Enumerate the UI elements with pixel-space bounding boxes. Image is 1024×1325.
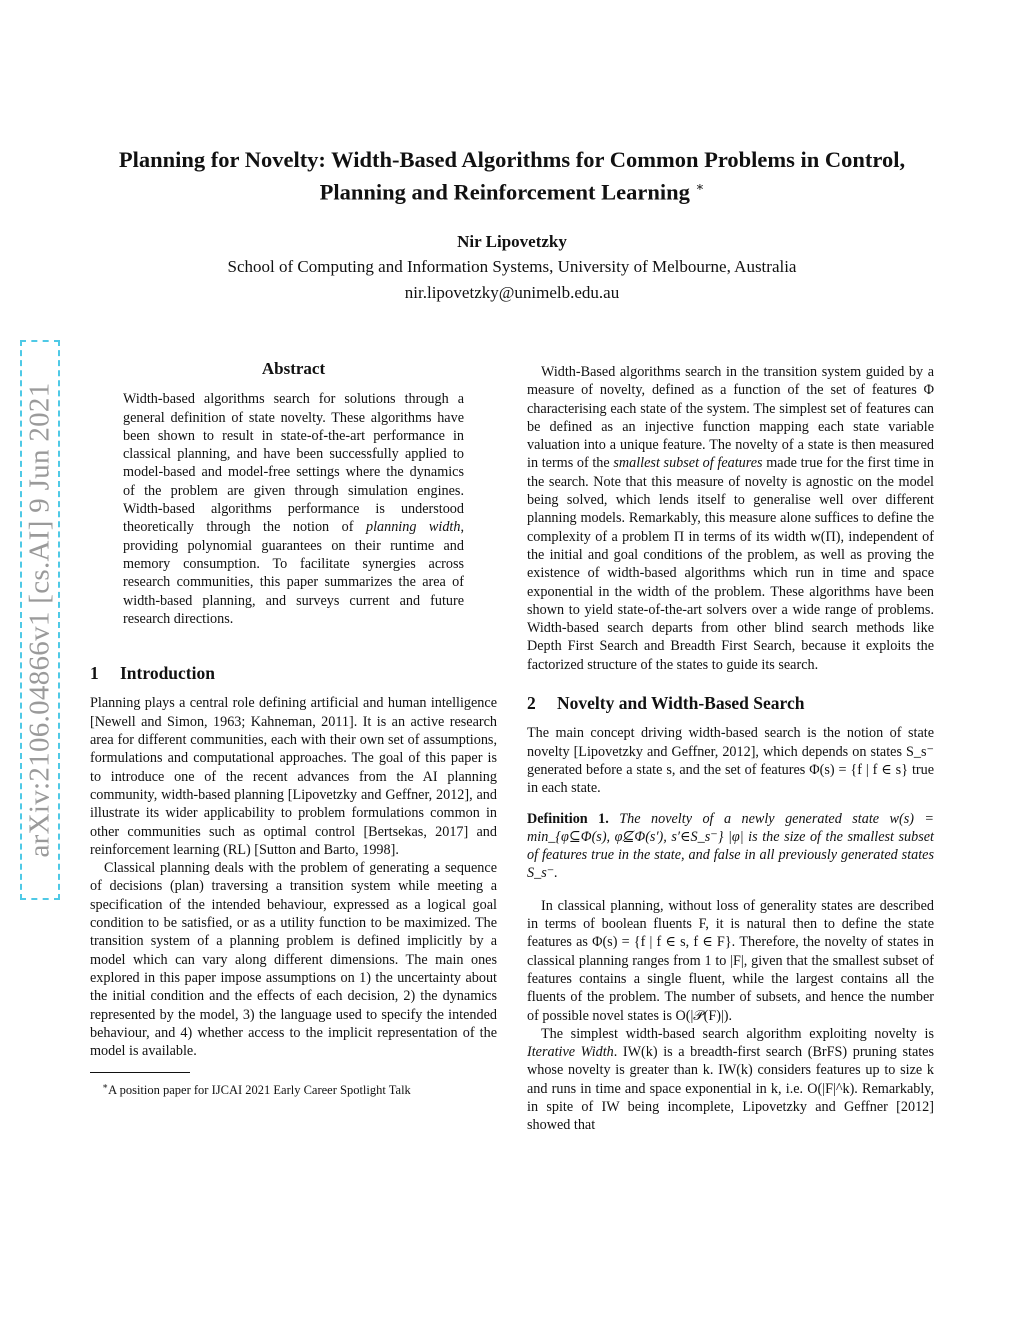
- section-2-heading: 2 Novelty and Width-Based Search: [527, 693, 805, 714]
- right-column: [527, 363, 934, 1135]
- abstract-text: Width-based algorithms search for solutions through a general definition of state novelty. These algorithms have been shown to result in state-of-the-art performance in classical planning, and have been successfully applied to model-based and model-free settings where the dynamics of the problem are given through simulation engines. Width-based algorithms performance is understood theoretically through the notion of planning width, providing polynomial guarantees on their runtime and memory consumption. To facilitate synergies across research communities, this paper summarizes the area of width-based planning, and surveys current and future research directions.: [123, 391, 465, 627]
- title-line-1: Planning for Novelty: Width-Based Algorithms for Common Problems in Control,: [118, 147, 906, 172]
- definition-1: Definition 1. The novelty of a newly generated state w(s) = min_{φ⊆Φ(s), φ⊈Φ(s′), s′∈S_s⁻} |φ| is the size of the smallest subset of features true in the state, and false in all previously generated states S_s⁻.: [527, 810, 935, 882]
- paper-title: [60, 146, 964, 206]
- classical-planning-paragraph: In classical planning, without loss of generality states are described in terms of boolean fluents F, it is natural then to define the state features as Φ(s) = {f | f ∈ s, f ∈ F}. Therefore, the novelty of states in classical planning ranges from 1 to |F|, given that the smallest subset of features contains a single fluent, while the largest contains all the fluents of the problem. The number of subsets, and hence the number of possible novel states is O(|𝒫(F)|).: [527, 897, 934, 1024]
- arxiv-stamp: [20, 340, 60, 900]
- author-affiliation: School of Computing and Information Systems, University of Melbourne, Australia: [227, 257, 797, 276]
- intro-paragraph-2: Classical planning deals with the problem of generating a sequence of decisions (plan) traversing a transition system while meeting a specification of the intended behaviour, expressed as a logical goal condition to be satisfied, or as a utility function to be maximized. The transition system of a planning problem is defined implicitly by a model which can vary along different dimensions. The main ones explored in this paper impose assumptions on 1) the uncertainty about the initial condition and the effects of each decision, 2) the dynamics represented by the model, 3) the language used to specify the intended behaviour, and 4) whether access to the implicit representation of the model is available.: [90, 860, 497, 1060]
- footnote-rule: [90, 1072, 190, 1073]
- title-footnote-mark: ∗: [695, 179, 705, 194]
- left-column: [90, 360, 497, 1100]
- author-email: nir.lipovetzky@unimelb.edu.au: [404, 283, 620, 302]
- intro-paragraph-1: Planning plays a central role defining artificial and human intelligence [Newell and Simon, 1963; Kahneman, 2011]. It is an active research area for different communities, each with their own set of assumptions, formulations and computational approaches. The goal of this paper is to introduce one of the recent advances from the AI planning community, width-based planning [Lipovetzky and Geffner, 2012], and illustrate its wider applicability to problem formulations common in other communities such as optimal control [Bertsekas, 2017] and reinforcement learning (RL) [Sutton and Barto, 1998].: [90, 695, 497, 858]
- author-name: Nir Lipovetzky: [457, 232, 567, 251]
- footnote: ∗A position paper for IJCAI 2021 Early Career Spotlight Talk: [102, 1081, 411, 1098]
- title-line-2: Planning and Reinforcement Learning ∗: [319, 179, 705, 205]
- abstract-heading: Abstract: [261, 359, 326, 378]
- width-based-paragraph: Width-Based algorithms search in the transition system guided by a measure of novelty, defined as a function of the set of features Φ characterising each state of the system. The simplest set of features can be defined as an injective function mapping each state variable valuation into a unique feature. The novelty of a state is then measured in terms of the smallest subset of features made true for the first time in the search. Note that this measure of novelty is agnostic on the model being solved, which lends itself to generalise well over different planning models. Remarkably, this measure alone suffices to define the complexity of a problem Π in terms of its width w(Π), independent of the initial and goal conditions of the problem, as well as proving the existence of width-based algorithms which run in time and space exponential in the width of the problem. These algorithms have been shown to yield state-of-the-art solvers over a wide range of problems. Width-based search departs from other blind search methods like Depth First Search and Breadth First Search, because it exploits the factorized structure of the states to guide its search.: [527, 364, 934, 673]
- arxiv-id: arXiv:2106.04866v1 [cs.AI] 9 Jun 2021: [23, 382, 56, 858]
- novelty-paragraph: The main concept driving width-based search is the notion of state novelty [Lipovetzky and Geffner, 2012], which depends on states S_s⁻ generated before a state s, and the set of features Φ(s) = {f | f ∈ s} true in each state.: [527, 725, 934, 797]
- iterative-width-paragraph: The simplest width-based search algorithm exploiting novelty is Iterative Width. IW(k) is a breadth-first search (BrFS) pruning states whose novelty is greater than k. IW(k) considers features up to size k and runs in time and space exponential in k, i.e. O(|F|^k). Remarkably, in spite of IW being incomplete, Lipovetzky and Geffner [2012] showed that: [527, 1025, 935, 1134]
- section-1-heading: 1 Introduction: [90, 663, 215, 684]
